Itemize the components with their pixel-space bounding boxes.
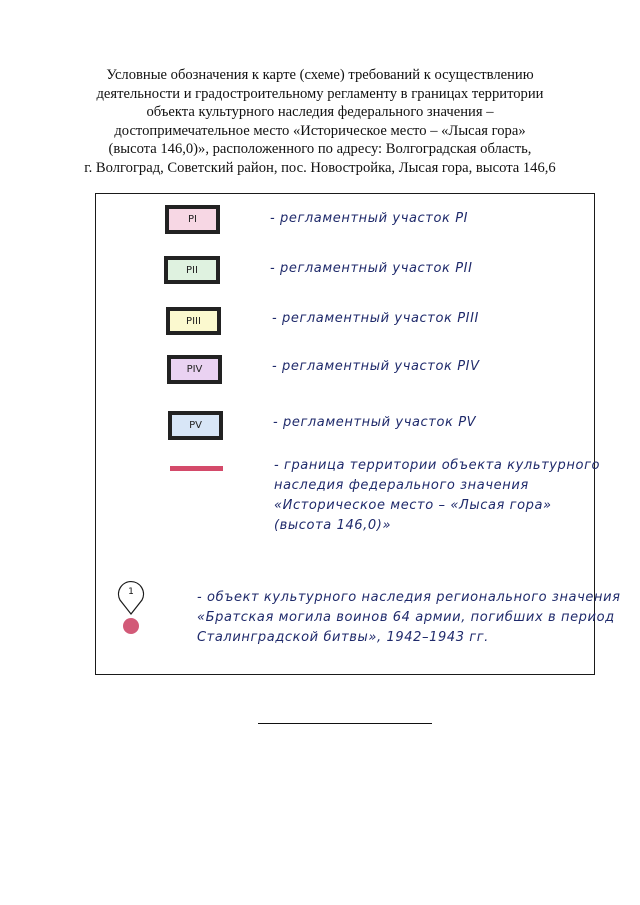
boundary-line-2: наследия федерального значения xyxy=(274,478,529,493)
swatch-piv-code: PIV xyxy=(186,364,203,375)
map-pin-number: 1 xyxy=(128,587,134,597)
legend-pii-label: - регламентный участок PII xyxy=(270,261,473,276)
boundary-line-3: «Историческое место – «Лысая гора» xyxy=(274,498,552,513)
boundary-description xyxy=(274,456,600,536)
title-line-5: (высота 146,0)», расположенного по адресу: Волгоградская область, xyxy=(108,141,532,158)
swatch-pv xyxy=(168,411,223,440)
monument-description xyxy=(197,588,621,648)
swatch-piii-code: PIII xyxy=(186,315,201,327)
legend-title xyxy=(60,66,580,178)
map-pin-icon xyxy=(115,578,147,639)
monument-line-1: - объект культурного наследия регионального значения xyxy=(197,590,621,605)
legend-piii-label: - регламентный участок PIII xyxy=(272,311,479,326)
legend-pv-label: - регламентный участок PV xyxy=(273,415,477,430)
swatch-pii-code: PII xyxy=(186,264,198,276)
swatch-pv-code: PV xyxy=(189,420,202,431)
legend-piv-label: - регламентный участок PIV xyxy=(272,359,480,374)
swatch-pi xyxy=(165,205,220,234)
title-line-1: Условные обозначения к карте (схеме) требований к осуществлению xyxy=(106,67,534,83)
swatch-piv xyxy=(167,355,222,384)
monument-line-3: Сталинградской битвы», 1942–1943 гг. xyxy=(197,630,489,645)
bottom-rule xyxy=(258,723,432,724)
monument-line-2: «Братская могила воинов 64 армии, погибших в период xyxy=(197,610,615,625)
title-line-6: г. Волгоград, Советский район, пос. Новостройка, Лысая гора, высота 146,6 xyxy=(84,159,556,176)
boundary-line-1: - граница территории объекта культурного xyxy=(274,458,601,473)
title-line-3: объекта культурного наследия федерального значения – xyxy=(146,104,494,121)
title-line-4: достопримечательное место «Историческое место – «Лысая гора» xyxy=(114,122,526,139)
swatch-pii xyxy=(164,256,220,284)
swatch-piii xyxy=(166,307,221,335)
legend-pi-label: - регламентный участок PI xyxy=(270,211,469,226)
boundary-line-swatch xyxy=(170,466,223,471)
title-line-2: деятельности и градостроительному регламенту в границах территории xyxy=(96,85,544,102)
swatch-pi-code: PI xyxy=(188,214,197,225)
boundary-line-4: (высота 146,0)» xyxy=(274,518,392,533)
